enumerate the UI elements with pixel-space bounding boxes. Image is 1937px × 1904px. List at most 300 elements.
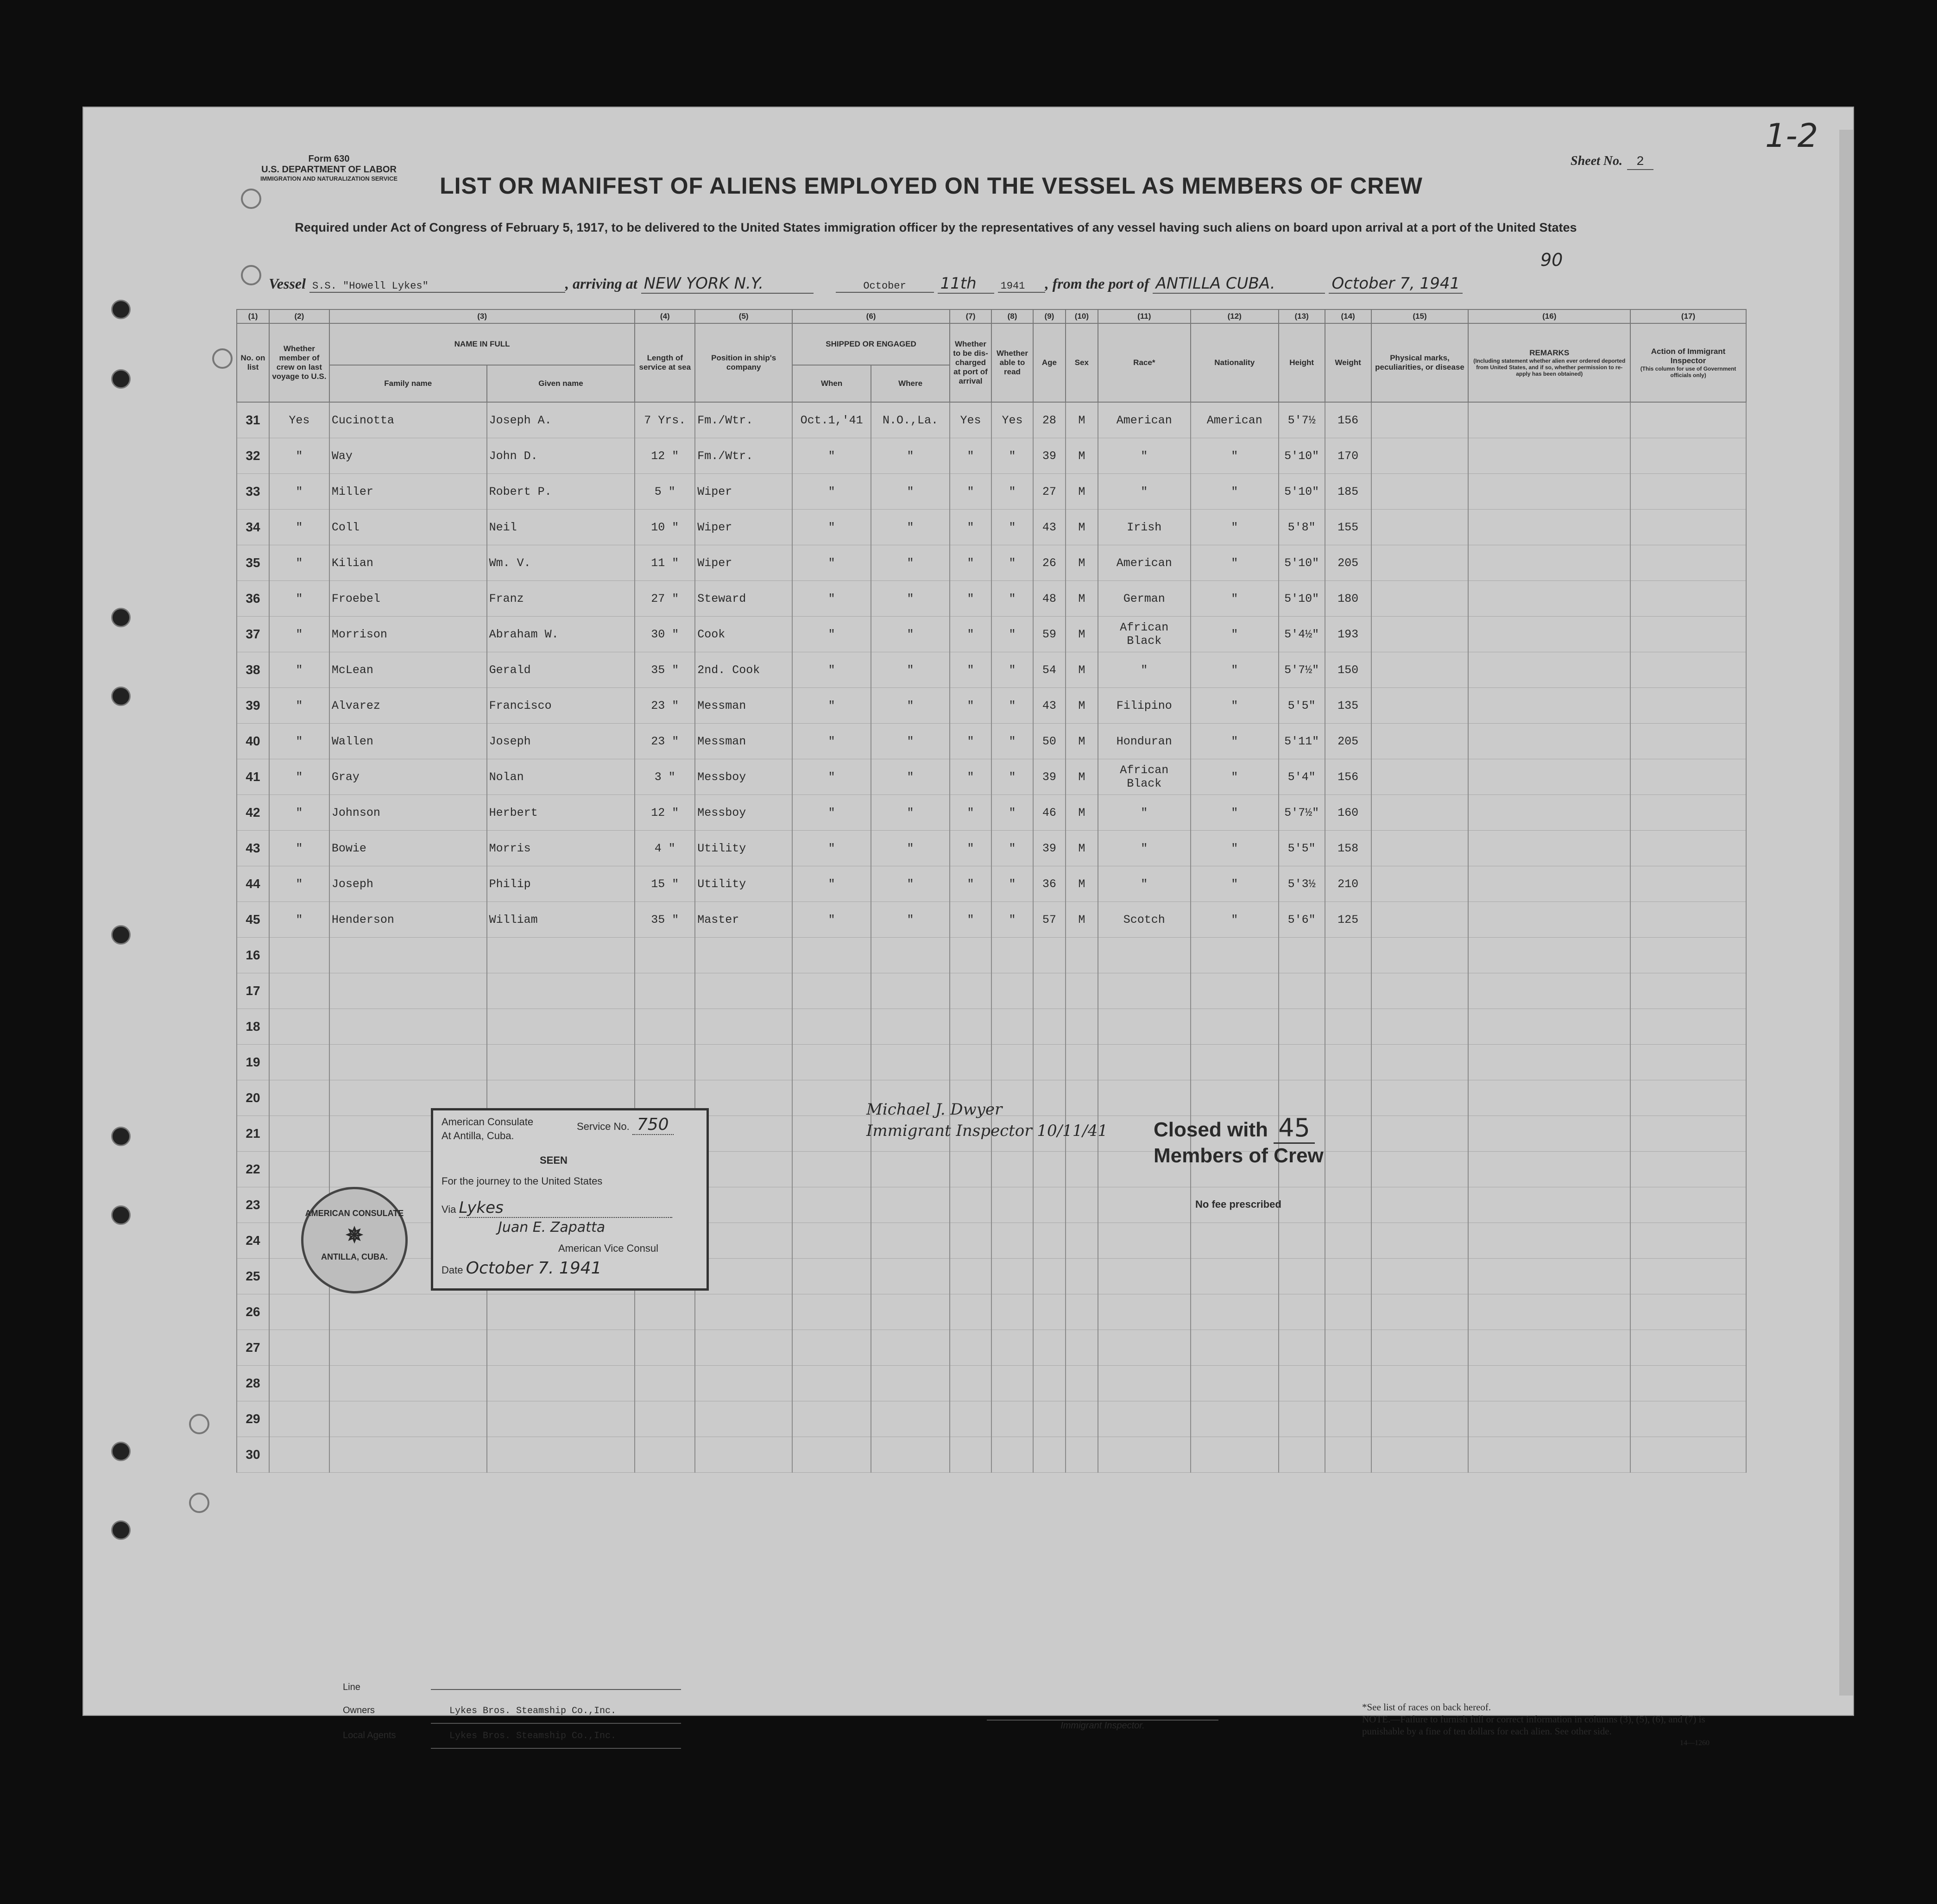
table-row	[237, 617, 1746, 652]
cell-empty	[1066, 1330, 1098, 1366]
cell-service: 30 "	[635, 617, 695, 652]
cell-empty	[1279, 973, 1325, 1009]
cell-no: 37	[237, 617, 269, 652]
cell-empty	[1371, 831, 1469, 866]
cell-when: "	[792, 438, 871, 474]
cell-service: 5 "	[635, 474, 695, 510]
cell-empty	[1468, 938, 1630, 973]
form-number: Form 630	[308, 154, 350, 164]
closed-count: 45	[1274, 1113, 1315, 1144]
cell-empty	[635, 1045, 695, 1080]
cell-empty	[1468, 438, 1630, 474]
cell-service: 4 "	[635, 831, 695, 866]
cell-race: "	[1098, 438, 1191, 474]
table-row	[237, 938, 1746, 973]
cell-when: "	[792, 510, 871, 545]
cell-no: 30	[237, 1437, 269, 1473]
cell-empty	[792, 1366, 871, 1401]
cell-empty	[635, 1401, 695, 1437]
via-value: Lykes	[459, 1198, 672, 1218]
sheet-label: Sheet No.	[1571, 154, 1622, 168]
cell-empty	[1033, 1152, 1066, 1187]
cell-empty	[269, 1330, 329, 1366]
cell-disch: "	[950, 617, 991, 652]
cell-given: Robert P.	[487, 474, 635, 510]
cell-race: "	[1098, 795, 1191, 831]
cell-weight: 170	[1325, 438, 1371, 474]
cell-empty	[269, 1009, 329, 1045]
cell-empty	[1033, 1330, 1066, 1366]
service-label: Service No.	[577, 1121, 630, 1132]
cell-when: "	[792, 688, 871, 724]
cell-empty	[1630, 759, 1746, 795]
header-position: Position in ship's company	[695, 323, 792, 402]
cell-empty	[1630, 1366, 1746, 1401]
cell-empty	[1371, 1009, 1469, 1045]
departure-date: October 7, 1941	[1329, 274, 1463, 294]
cell-empty	[950, 1437, 991, 1473]
cell-no: 22	[237, 1152, 269, 1187]
cell-empty	[1468, 1437, 1630, 1473]
cell-empty	[269, 1116, 329, 1152]
table-row	[237, 438, 1746, 474]
cell-empty	[1371, 652, 1469, 688]
punch-hole	[111, 1442, 131, 1461]
cell-empty	[871, 1259, 950, 1294]
cell-no: 25	[237, 1259, 269, 1294]
cell-empty	[871, 1223, 950, 1259]
cell-sex: M	[1066, 902, 1098, 938]
cell-read: "	[991, 831, 1033, 866]
cell-last: "	[269, 474, 329, 510]
cell-empty	[1371, 1187, 1469, 1223]
cell-empty	[269, 1045, 329, 1080]
col-5-num: (5)	[695, 309, 792, 323]
cell-no: 34	[237, 510, 269, 545]
cell-empty	[635, 1294, 695, 1330]
cell-empty	[1066, 1366, 1098, 1401]
cell-where: "	[871, 474, 950, 510]
cell-empty	[1325, 1152, 1371, 1187]
cell-empty	[635, 1437, 695, 1473]
cell-empty	[1033, 1401, 1066, 1437]
cell-given: John D.	[487, 438, 635, 474]
cell-last: "	[269, 688, 329, 724]
col-15-num: (15)	[1371, 309, 1469, 323]
header-family-name: Family name	[329, 365, 487, 402]
cell-when: "	[792, 902, 871, 938]
cell-weight: 205	[1325, 724, 1371, 759]
cell-empty	[950, 973, 991, 1009]
cell-empty	[1191, 1401, 1279, 1437]
header-age: Age	[1033, 323, 1066, 402]
action-note: (This column for use of Government officials only)	[1640, 366, 1736, 378]
cell-empty	[1098, 1401, 1191, 1437]
cell-race: German	[1098, 581, 1191, 617]
cell-no: 27	[237, 1330, 269, 1366]
cell-read: "	[991, 795, 1033, 831]
header-race: Race*	[1098, 323, 1191, 402]
cell-position: Fm./Wtr.	[695, 402, 792, 438]
cell-nationality: American	[1191, 402, 1279, 438]
cell-no: 36	[237, 581, 269, 617]
cell-empty	[792, 1009, 871, 1045]
cell-race: Irish	[1098, 510, 1191, 545]
table-row	[237, 1294, 1746, 1330]
cell-family: Alvarez	[329, 688, 487, 724]
cell-position: Wiper	[695, 545, 792, 581]
cell-family: Wallen	[329, 724, 487, 759]
col-1-num: (1)	[237, 309, 269, 323]
cell-empty	[1191, 1294, 1279, 1330]
cell-empty	[1325, 1437, 1371, 1473]
cell-empty	[1325, 1259, 1371, 1294]
date-label: Date	[442, 1264, 463, 1276]
col-11-num: (11)	[1098, 309, 1191, 323]
cell-sex: M	[1066, 474, 1098, 510]
cell-age: 54	[1033, 652, 1066, 688]
cell-empty	[1371, 438, 1469, 474]
cell-weight: 205	[1325, 545, 1371, 581]
cell-where: "	[871, 438, 950, 474]
cell-position: Messman	[695, 688, 792, 724]
cell-position: Messboy	[695, 795, 792, 831]
cell-position: Messboy	[695, 759, 792, 795]
cell-empty	[487, 1294, 635, 1330]
cell-service: 3 "	[635, 759, 695, 795]
cell-empty	[635, 1330, 695, 1366]
cell-empty	[1098, 1330, 1191, 1366]
cell-empty	[1468, 1366, 1630, 1401]
consul-signature: Juan E. Zapatta	[498, 1219, 606, 1236]
cell-height: 5'10"	[1279, 438, 1325, 474]
cell-empty	[1371, 474, 1469, 510]
cell-empty	[991, 1259, 1033, 1294]
crew-table-body	[237, 402, 1746, 1473]
cell-empty	[991, 1045, 1033, 1080]
stamp-line1: American Consulate	[442, 1116, 534, 1128]
cell-no: 33	[237, 474, 269, 510]
cell-empty	[1191, 1437, 1279, 1473]
cell-empty	[1325, 1116, 1371, 1152]
col-2-num: (2)	[269, 309, 329, 323]
header-row-top	[237, 323, 1746, 365]
cell-height: 5'11"	[1279, 724, 1325, 759]
cell-empty	[1371, 1080, 1469, 1116]
cell-empty	[1371, 1437, 1469, 1473]
cell-age: 39	[1033, 438, 1066, 474]
consulate-seal	[301, 1187, 408, 1293]
table-row	[237, 795, 1746, 831]
cell-when: "	[792, 866, 871, 902]
agents-value: Lykes Bros. Steamship Co.,Inc.	[431, 1725, 681, 1749]
cell-disch: "	[950, 866, 991, 902]
vessel-name: S.S. "Howell Lykes"	[309, 280, 565, 293]
cell-empty	[269, 938, 329, 973]
cell-empty	[1468, 402, 1630, 438]
col-13-num: (13)	[1279, 309, 1325, 323]
cell-read: "	[991, 866, 1033, 902]
cell-empty	[1279, 1259, 1325, 1294]
cell-weight: 135	[1325, 688, 1371, 724]
cell-empty	[269, 1294, 329, 1330]
cell-disch: "	[950, 581, 991, 617]
cell-race: Filipino	[1098, 688, 1191, 724]
cell-empty	[1098, 1366, 1191, 1401]
cell-empty	[329, 1045, 487, 1080]
cell-last: Yes	[269, 402, 329, 438]
cell-empty	[1371, 759, 1469, 795]
vessel-line	[269, 274, 1798, 294]
cell-empty	[1468, 1259, 1630, 1294]
cell-empty	[1630, 474, 1746, 510]
cell-position: Steward	[695, 581, 792, 617]
cell-given: Gerald	[487, 652, 635, 688]
cell-no: 26	[237, 1294, 269, 1330]
punch-hole	[111, 1520, 131, 1540]
cell-empty	[1630, 581, 1746, 617]
cell-empty	[1371, 1223, 1469, 1259]
cell-empty	[329, 1366, 487, 1401]
fine-note: NOTE.—Failure to furnish full or correct information in columns (3), (5), (6), and (7) is punishable by a fine of ten dollars for each alien. See other side.	[1362, 1714, 1705, 1737]
cell-age: 26	[1033, 545, 1066, 581]
cell-empty	[1325, 1330, 1371, 1366]
cell-empty	[1033, 1294, 1066, 1330]
cell-disch: "	[950, 902, 991, 938]
cell-empty	[695, 938, 792, 973]
table-row	[237, 866, 1746, 902]
cell-empty	[1191, 973, 1279, 1009]
cell-service: 27 "	[635, 581, 695, 617]
cell-where: "	[871, 581, 950, 617]
cell-height: 5'10"	[1279, 545, 1325, 581]
cell-height: 5'7½"	[1279, 795, 1325, 831]
cell-empty	[329, 1437, 487, 1473]
cell-no: 45	[237, 902, 269, 938]
cell-empty	[1098, 1223, 1191, 1259]
cell-sex: M	[1066, 866, 1098, 902]
cell-empty	[1191, 938, 1279, 973]
cell-position: Messman	[695, 724, 792, 759]
col-3-num: (3)	[329, 309, 635, 323]
cell-empty	[991, 938, 1033, 973]
cell-weight: 156	[1325, 759, 1371, 795]
cell-when: "	[792, 652, 871, 688]
cell-sex: M	[1066, 795, 1098, 831]
cell-last: "	[269, 652, 329, 688]
cell-empty	[1371, 617, 1469, 652]
cell-last: "	[269, 545, 329, 581]
cell-empty	[1098, 1187, 1191, 1223]
cell-service: 23 "	[635, 724, 695, 759]
cell-empty	[1371, 938, 1469, 973]
cell-age: 48	[1033, 581, 1066, 617]
cell-empty	[792, 1294, 871, 1330]
arrival-day: 11th	[938, 274, 994, 294]
column-numbers-row	[237, 309, 1746, 323]
cell-no: 35	[237, 545, 269, 581]
cell-empty	[1191, 1223, 1279, 1259]
cell-age: 57	[1033, 902, 1066, 938]
cell-position: Wiper	[695, 474, 792, 510]
table-row	[237, 402, 1746, 438]
cell-nationality: "	[1191, 759, 1279, 795]
cell-empty	[1325, 1187, 1371, 1223]
cell-empty	[695, 1366, 792, 1401]
cell-empty	[950, 1223, 991, 1259]
cell-last: "	[269, 724, 329, 759]
cell-service: 35 "	[635, 902, 695, 938]
cell-empty	[792, 1045, 871, 1080]
cell-race: Honduran	[1098, 724, 1191, 759]
line-value	[431, 1689, 681, 1690]
cell-given: Nolan	[487, 759, 635, 795]
cell-empty	[1630, 438, 1746, 474]
cell-empty	[329, 1009, 487, 1045]
footer-fields	[343, 1676, 681, 1749]
owners-label: Owners	[343, 1705, 375, 1715]
line-label: Line	[343, 1682, 360, 1692]
cell-empty	[487, 1045, 635, 1080]
cell-service: 7 Yrs.	[635, 402, 695, 438]
cell-no: 28	[237, 1366, 269, 1401]
cell-empty	[487, 1009, 635, 1045]
via-label: Via	[442, 1204, 456, 1215]
cell-empty	[1468, 581, 1630, 617]
cell-no: 44	[237, 866, 269, 902]
cell-empty	[269, 973, 329, 1009]
cell-empty	[1325, 1045, 1371, 1080]
service: IMMIGRATION AND NATURALIZATION SERVICE	[260, 175, 398, 182]
cell-no: 40	[237, 724, 269, 759]
cell-empty	[1630, 1009, 1746, 1045]
cell-read: "	[991, 510, 1033, 545]
cell-empty	[792, 1152, 871, 1187]
cell-sex: M	[1066, 510, 1098, 545]
cell-family: Kilian	[329, 545, 487, 581]
cell-empty	[329, 973, 487, 1009]
cell-empty	[792, 1437, 871, 1473]
cell-empty	[1279, 1080, 1325, 1116]
page-subtitle: Required under Act of Congress of February 5, 1917, to be delivered to the United States immigration officer by the representatives of any vessel having such aliens on board upon arrival at a port of the United States	[295, 221, 1577, 234]
cell-empty	[1191, 1330, 1279, 1366]
cell-empty	[1033, 1223, 1066, 1259]
cell-empty	[950, 1401, 991, 1437]
cell-empty	[269, 1401, 329, 1437]
cell-empty	[1468, 831, 1630, 866]
cell-empty	[950, 1330, 991, 1366]
cell-weight: 160	[1325, 795, 1371, 831]
cell-empty	[1066, 1152, 1098, 1187]
cell-empty	[1098, 1009, 1191, 1045]
cell-service: 11 "	[635, 545, 695, 581]
cell-height: 5'3½	[1279, 866, 1325, 902]
header-able-read: Whether able to read	[991, 323, 1033, 402]
inspector-name: Michael J. Dwyer	[866, 1100, 1003, 1119]
cell-empty	[1371, 902, 1469, 938]
cell-empty	[1325, 1009, 1371, 1045]
table-row	[237, 1401, 1746, 1437]
cell-empty	[1630, 831, 1746, 866]
cell-last: "	[269, 866, 329, 902]
cell-no: 41	[237, 759, 269, 795]
cell-height: 5'6"	[1279, 902, 1325, 938]
cell-age: 50	[1033, 724, 1066, 759]
table-row	[237, 688, 1746, 724]
cell-height: 5'5"	[1279, 831, 1325, 866]
header-weight: Weight	[1325, 323, 1371, 402]
table-row	[237, 759, 1746, 795]
cell-empty	[871, 938, 950, 973]
cell-empty	[1468, 1294, 1630, 1330]
cell-empty	[991, 1437, 1033, 1473]
cell-disch: "	[950, 831, 991, 866]
cell-empty	[1630, 1259, 1746, 1294]
cell-weight: 185	[1325, 474, 1371, 510]
cell-empty	[1468, 688, 1630, 724]
table-row	[237, 510, 1746, 545]
arrival-month: October	[836, 280, 934, 293]
cell-empty	[1066, 1259, 1098, 1294]
cell-disch: "	[950, 545, 991, 581]
cell-empty	[1325, 938, 1371, 973]
cell-nationality: "	[1191, 617, 1279, 652]
cell-empty	[871, 1152, 950, 1187]
cell-empty	[1371, 510, 1469, 545]
cell-height: 5'7½"	[1279, 652, 1325, 688]
cell-empty	[1468, 795, 1630, 831]
from-label: , from the port of	[1045, 275, 1149, 292]
cell-empty	[1630, 902, 1746, 938]
cell-nationality: "	[1191, 474, 1279, 510]
cell-given: Joseph	[487, 724, 635, 759]
cell-height: 5'10"	[1279, 581, 1325, 617]
cell-empty	[1468, 1223, 1630, 1259]
cell-nationality: "	[1191, 831, 1279, 866]
cell-when: "	[792, 831, 871, 866]
cell-age: 46	[1033, 795, 1066, 831]
cell-empty	[487, 1401, 635, 1437]
punch-hole	[111, 1127, 131, 1146]
cell-empty	[1066, 1009, 1098, 1045]
col-10-num: (10)	[1066, 309, 1098, 323]
notes	[1362, 1701, 1710, 1749]
header-no-on-list: No. on list	[237, 323, 269, 402]
cell-service: 35 "	[635, 652, 695, 688]
page-mark: 1-2	[1765, 117, 1818, 155]
cell-empty	[1630, 1294, 1746, 1330]
cell-empty	[1630, 1116, 1746, 1152]
cell-empty	[950, 1294, 991, 1330]
seal-text-top: AMERICAN CONSULATE	[305, 1209, 404, 1218]
cell-family: Johnson	[329, 795, 487, 831]
punch-hole	[241, 265, 261, 285]
cell-position: Master	[695, 902, 792, 938]
department: U.S. DEPARTMENT OF LABOR	[261, 164, 397, 175]
cell-empty	[635, 1366, 695, 1401]
cell-read: "	[991, 474, 1033, 510]
cell-empty	[1630, 652, 1746, 688]
cell-last: "	[269, 831, 329, 866]
col-8-num: (8)	[991, 309, 1033, 323]
races-note: *See list of races on back hereof.	[1362, 1702, 1491, 1713]
cell-empty	[487, 1366, 635, 1401]
cell-nationality: "	[1191, 795, 1279, 831]
from-port: ANTILLA CUBA.	[1153, 274, 1325, 294]
punch-hole	[111, 369, 131, 389]
cell-empty	[1098, 1045, 1191, 1080]
cell-empty	[871, 1330, 950, 1366]
